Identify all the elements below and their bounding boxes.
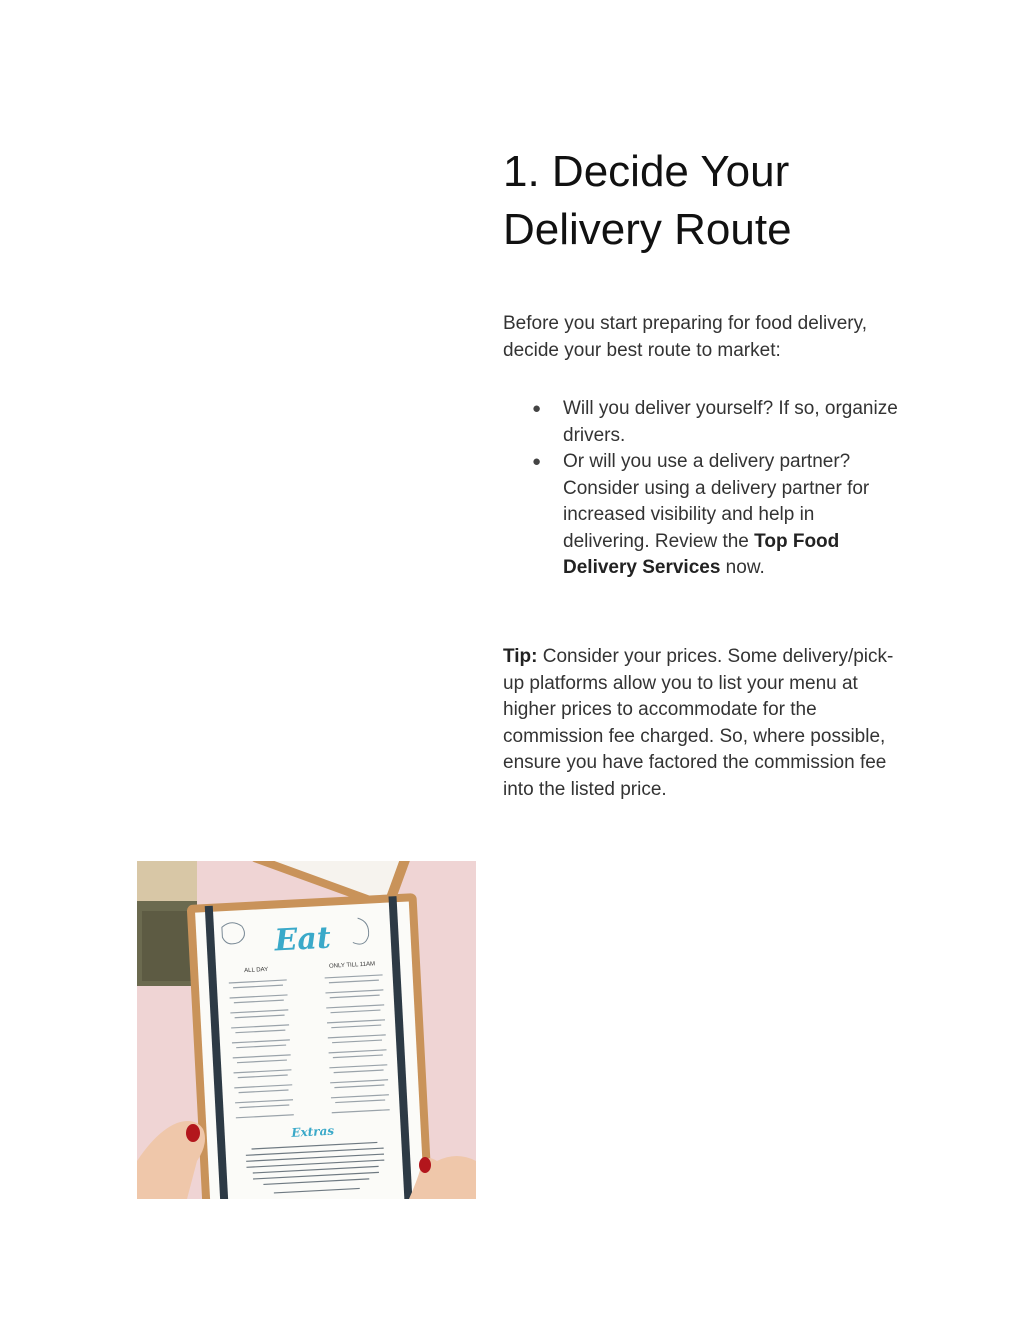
bullet-list: [503, 396, 903, 582]
bullet-text: Or will you use a delivery partner? Consider using a delivery partner for increased visibility and help in delivering. Review the: [563, 451, 870, 552]
page-title: 1. Decide Your Delivery Route: [503, 147, 792, 254]
bullet-text-end: now.: [720, 557, 765, 578]
bullet-icon: ●: [532, 400, 542, 417]
menu-section-right: ONLY TILL 11AM: [328, 961, 376, 970]
list-item: [503, 396, 903, 449]
bullet-bold-text: Top Food Delivery Services: [563, 530, 840, 578]
menu-title: Eat: [273, 920, 332, 959]
tip-text: Consider your prices. Some delivery/pick-up platforms allow you to list your menu at higher prices to accommodate for the commission fee charged. So, where possible, ensure you have factored the commission fee into the listed price.: [503, 646, 894, 800]
menu-section-left: ALL DAY: [244, 966, 269, 975]
tip-label: Tip:: [503, 646, 538, 667]
intro-paragraph: Before you start preparing for food delivery, decide your best route to market:: [503, 313, 868, 361]
bullet-text: Will you deliver yourself? If so, organize drivers.: [563, 398, 898, 446]
bullet-icon: ●: [532, 453, 542, 470]
tip-paragraph: [503, 644, 903, 803]
menu-extras-title: Extras: [291, 1123, 335, 1140]
menu-photo: [137, 861, 476, 1199]
list-item: [503, 449, 903, 582]
